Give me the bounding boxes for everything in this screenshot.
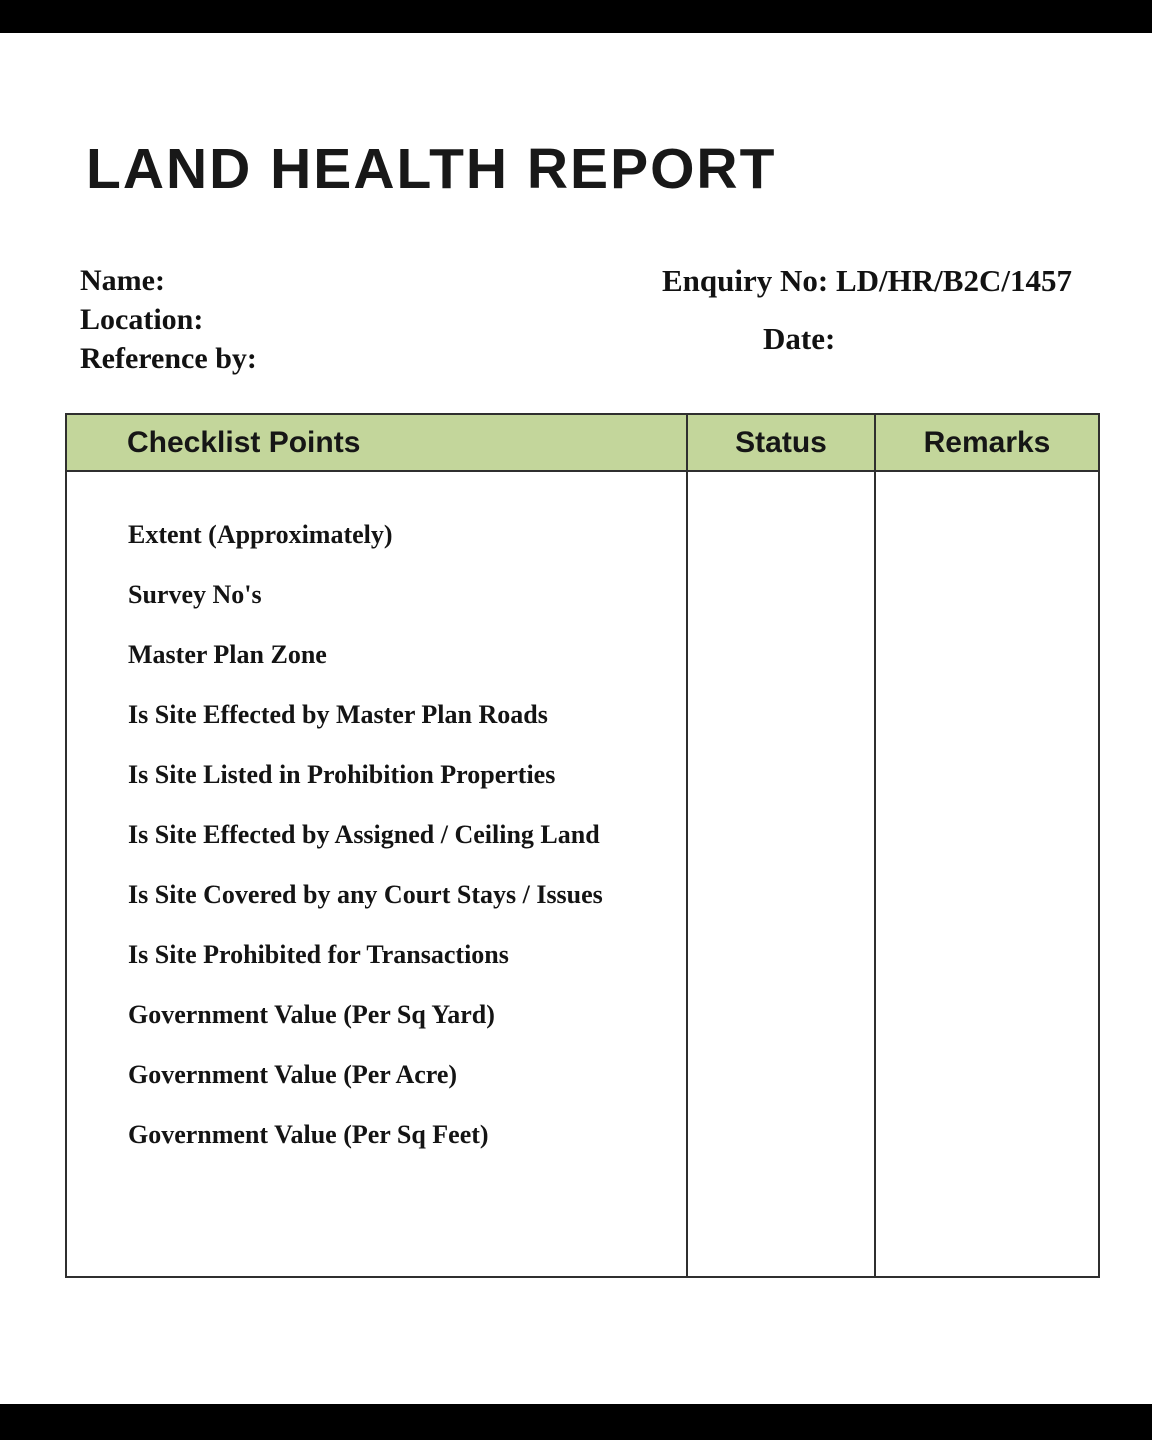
date-label: Date:: [763, 321, 836, 356]
checklist-item: Extent (Approximately): [128, 520, 393, 549]
checklist-item: Government Value (Per Sq Feet): [128, 1120, 489, 1149]
location-label: Location:: [80, 303, 204, 336]
checklist-item: Government Value (Per Sq Yard): [128, 1000, 495, 1029]
checklist-item: Is Site Effected by Master Plan Roads: [128, 700, 548, 729]
column-header-status: Status: [688, 415, 876, 472]
top-black-bar: [0, 0, 1152, 33]
bottom-black-bar: [0, 1404, 1152, 1440]
checklist-points-column-body: [67, 472, 688, 1276]
enquiry-number: Enquiry No: LD/HR/B2C/1457: [662, 263, 1072, 298]
name-label: Name:: [80, 264, 165, 297]
remarks-column-body: [876, 472, 1098, 1276]
checklist-item: Survey No's: [128, 580, 262, 609]
column-header-checklist-points: Checklist Points: [67, 415, 688, 472]
checklist-item: Is Site Listed in Prohibition Properties: [128, 760, 556, 789]
checklist-item: Is Site Effected by Assigned / Ceiling Land: [128, 820, 600, 849]
status-column-body: [688, 472, 876, 1276]
checklist-item: Is Site Covered by any Court Stays / Issues: [128, 880, 603, 909]
checklist-item: Government Value (Per Acre): [128, 1060, 458, 1089]
checklist-item: Is Site Prohibited for Transactions: [128, 940, 509, 969]
checklist-item: Master Plan Zone: [128, 640, 327, 669]
checklist-table: [65, 413, 1100, 1278]
page-title: LAND HEALTH REPORT: [86, 137, 777, 201]
reference-by-label: Reference by:: [80, 342, 257, 375]
party-info-block: [80, 261, 257, 378]
column-header-remarks: Remarks: [876, 415, 1098, 472]
